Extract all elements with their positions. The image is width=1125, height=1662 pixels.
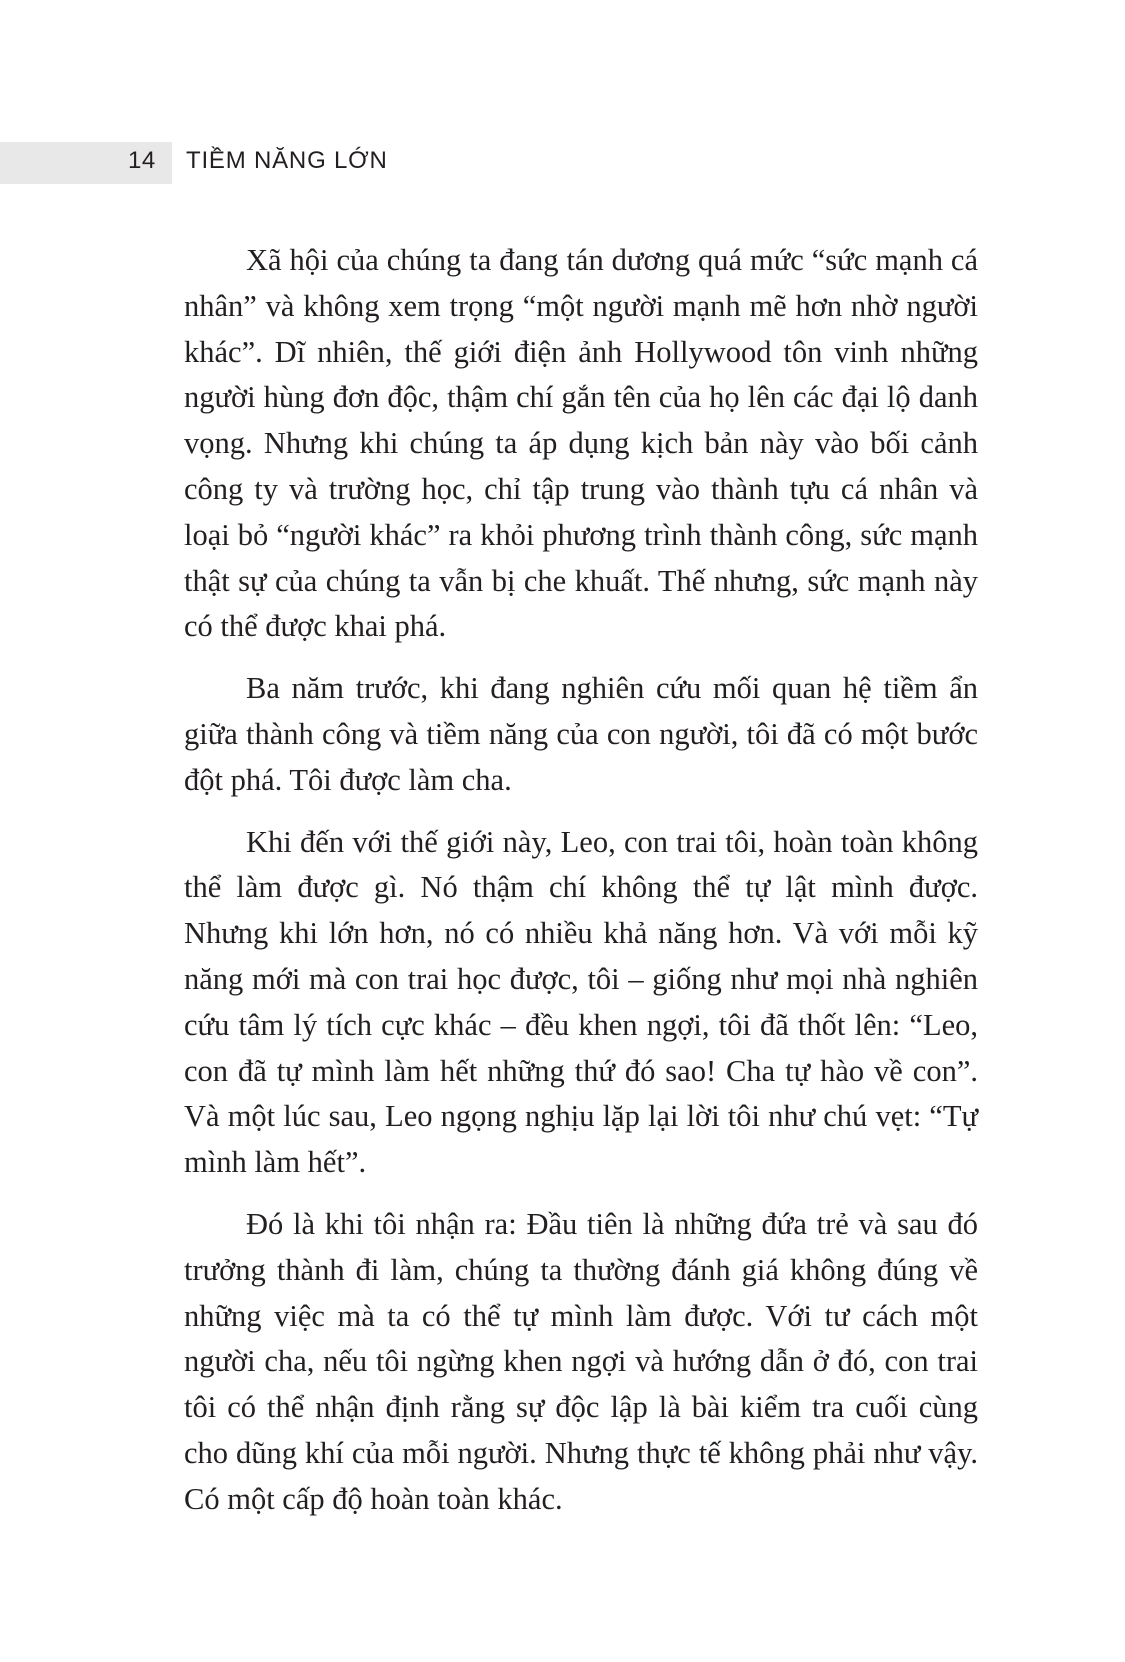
body-text	[184, 238, 978, 1523]
page-number: 14	[128, 147, 156, 174]
paragraph-2: Ba năm trước, khi đang nghiên cứu mối quan hệ tiềm ẩn giữa thành công và tiềm năng của con người, tôi đã có một bước đột phá. Tôi được làm cha.	[184, 671, 978, 797]
paragraph-3: Khi đến với thế giới này, Leo, con trai tôi, hoàn toàn không thể làm được gì. Nó thậm chí không thể tự lật mình được. Nhưng khi lớn hơn, nó có nhiều khả năng hơn. Và với mỗi kỹ năng mới mà con trai học được, tôi – giống như mọi nhà nghiên cứu tâm lý tích cực khác – đều khen ngợi, tôi đã thốt lên: “Leo, con đã tự mình làm hết những thứ đó sao! Cha tự hào về con”. Và một lúc sau, Leo ngọng nghịu lặp lại lời tôi như chú vẹt: “Tự mình làm hết”.	[184, 824, 978, 1180]
paragraph-1: Xã hội của chúng ta đang tán dương quá mức “sức mạnh cá nhân” và không xem trọng “một người mạnh mẽ hơn nhờ người khác”. Dĩ nhiên, thế giới điện ảnh Hollywood tôn vinh những người hùng đơn độc, thậm chí gắn tên của họ lên các đại lộ danh vọng. Nhưng khi chúng ta áp dụng kịch bản này vào bối cảnh công ty và trường học, chỉ tập trung vào thành tựu cá nhân và loại bỏ “người khác” ra khỏi phương trình thành công, sức mạnh thật sự của chúng ta vẫn bị che khuất. Thế nhưng, sức mạnh này có thể được khai phá.	[184, 243, 978, 644]
page-header	[0, 142, 1125, 184]
paragraph-4: Đó là khi tôi nhận ra: Đầu tiên là những đứa trẻ và sau đó trưởng thành đi làm, chúng ta thường đánh giá không đúng về những việc mà ta có thể tự mình làm được. Với tư cách một người cha, nếu tôi ngừng khen ngợi và hướng dẫn ở đó, con trai tôi có thể nhận định rằng sự độc lập là bài kiểm tra cuối cùng cho dũng khí của mỗi người. Nhưng thực tế không phải như vậy. Có một cấp độ hoàn toàn khác.	[184, 1206, 978, 1516]
running-head-title: TIỀM NĂNG LỚN	[186, 147, 388, 174]
